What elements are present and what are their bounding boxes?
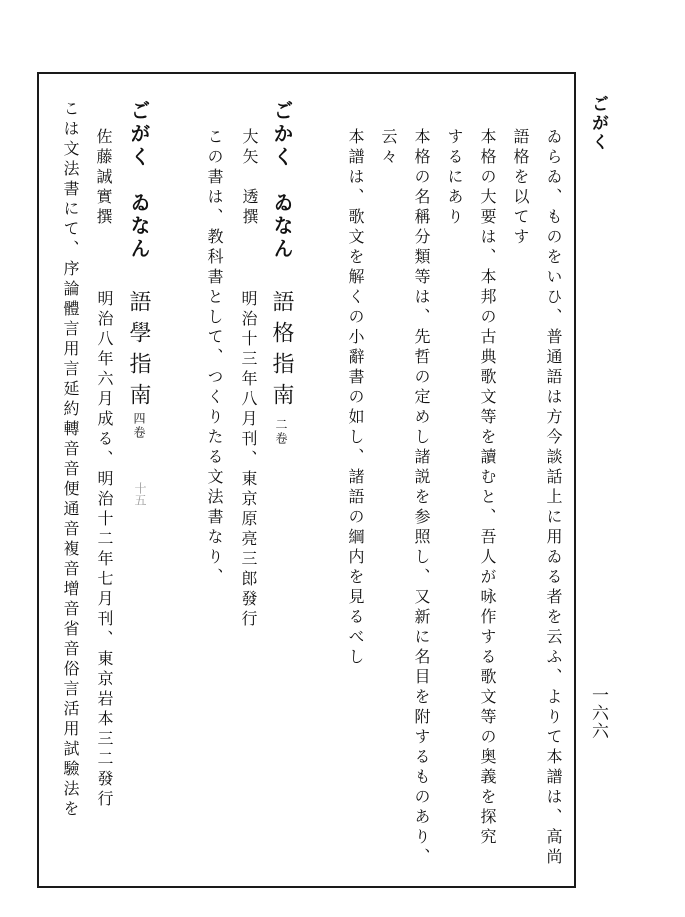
entry2-publication: 明治十三年八月刊、東京原亮三郎發行 <box>239 290 258 630</box>
page-number: 一六六 <box>588 686 608 740</box>
entry3-publication: 明治八年六月成る、明治十二年七月刊、東京岩本三二發行 <box>95 290 114 810</box>
entry1-line-3: 本格の大要は、本邦の古典歌文等を讀むと、吾人が咏作する歌文等の奥義を探究 <box>478 128 497 848</box>
entry3-description: こは文法書にて、序論體言用言延約轉音音便通音複音增音省音俗言活用試驗法を <box>61 100 80 820</box>
entry2-author: 大矢 透撰 <box>240 128 259 228</box>
entry3-volumes: 四卷 <box>132 412 146 440</box>
entry3-title: 語學指南 <box>126 290 151 414</box>
entry2-title: 語格指南 <box>269 290 294 414</box>
entry1-line-7: 本譜は、歌文を解くの小辭書の如し、諸語の綱内を見るべし <box>346 128 365 668</box>
entry3-author: 佐藤誠實撰 <box>94 128 113 228</box>
entry1-line-2: 語格を以てす <box>511 128 530 248</box>
entry2-heading: ごかく ゐなん <box>270 100 294 261</box>
entry1-line-1: ゐらゐ、ものをいひ、普通語は方今談話上に用ゐる者を云ふ、よりて本譜は、高尚 <box>544 128 563 868</box>
entry2-description: この書は、教科書として、つくりたる文法書なり、 <box>205 128 224 588</box>
entry1-line-5: 本格の名稱分類等は、先哲の定めし諸説を参照し、又新に名目を附するものあり、 <box>412 128 431 868</box>
entry1-line-6: 云々 <box>379 128 398 168</box>
running-head: ごがく <box>588 95 608 152</box>
entry1-line-4: するにあり <box>445 128 464 228</box>
entry2-volumes: 二卷 <box>274 418 288 446</box>
entry3-heading: ごがく ゐなん <box>127 100 151 261</box>
entry3-stamp: 十五 <box>133 482 147 506</box>
